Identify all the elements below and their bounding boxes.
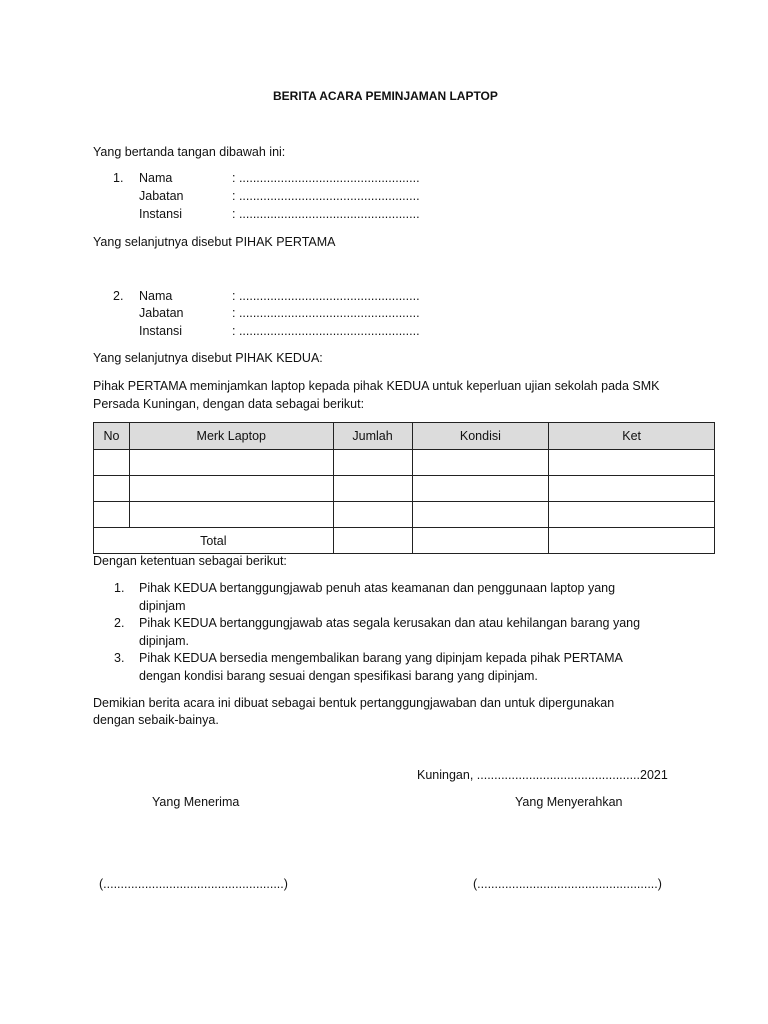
table-cell bbox=[549, 450, 715, 476]
document-title: BERITA ACARA PEMINJAMAN LAPTOP bbox=[273, 89, 498, 103]
table-cell bbox=[94, 502, 130, 528]
table-cell bbox=[412, 476, 549, 502]
condition-3-line-1: Pihak KEDUA bersedia mengembalikan barang yang dipinjam kepada pihak PERTAMA bbox=[139, 651, 623, 665]
table-cell bbox=[549, 476, 715, 502]
party1-position-value: : .................................................... bbox=[232, 189, 420, 203]
header-no: No bbox=[94, 423, 130, 450]
party2-caption: Yang selanjutnya disebut PIHAK KEDUA: bbox=[93, 351, 323, 365]
table-cell bbox=[94, 476, 130, 502]
giver-signature-line: (....................................................) bbox=[473, 877, 662, 891]
header-notes: Ket bbox=[549, 423, 715, 450]
party1-name-value: : .................................................... bbox=[232, 171, 420, 185]
party1-institution-label: Instansi bbox=[139, 207, 183, 221]
condition-1-line-2: dipinjam bbox=[139, 599, 186, 613]
condition-1-number: 1. bbox=[114, 581, 125, 595]
table-cell bbox=[333, 528, 412, 554]
party2-position-label: Jabatan bbox=[139, 306, 184, 320]
receiver-label: Yang Menerima bbox=[152, 795, 240, 809]
receiver-signature-line: (....................................................) bbox=[99, 877, 288, 891]
condition-2-line-1: Pihak KEDUA bertanggungjawab atas segala kerusakan dan atau kehilangan barang yang bbox=[139, 616, 641, 630]
party2-number: 2. bbox=[113, 289, 124, 303]
table-cell bbox=[129, 502, 333, 528]
condition-2-line-2: dipinjam. bbox=[139, 634, 190, 648]
giver-label: Yang Menyerahkan bbox=[515, 795, 623, 809]
table-cell bbox=[333, 450, 412, 476]
table-cell bbox=[94, 450, 130, 476]
table-cell bbox=[129, 476, 333, 502]
table-cell bbox=[412, 450, 549, 476]
party2-position-value: : .................................................... bbox=[232, 306, 420, 320]
header-quantity: Jumlah bbox=[333, 423, 412, 450]
intro-text: Yang bertanda tangan dibawah ini: bbox=[93, 145, 286, 159]
table-cell bbox=[129, 450, 333, 476]
table-cell bbox=[412, 502, 549, 528]
party1-position-label: Jabatan bbox=[139, 189, 184, 203]
statement-line-2: Persada Kuningan, dengan data sebagai berikut: bbox=[93, 397, 365, 411]
table-cell bbox=[412, 528, 549, 554]
party1-number: 1. bbox=[113, 171, 124, 185]
total-label: Total bbox=[94, 528, 334, 554]
condition-1-line-1: Pihak KEDUA bertanggungjawab penuh atas keamanan dan penggunaan laptop yang bbox=[139, 581, 616, 595]
party2-name-value: : .................................................... bbox=[232, 289, 420, 303]
conditions-intro: Dengan ketentuan sebagai berikut: bbox=[93, 554, 287, 568]
condition-3-line-2: dengan kondisi barang sesuai dengan spesifikasi barang yang dipinjam. bbox=[139, 669, 538, 683]
closing-line-2: dengan sebaik-bainya. bbox=[93, 713, 219, 727]
table-row bbox=[94, 502, 715, 528]
party2-name-label: Nama bbox=[139, 289, 173, 303]
table-row bbox=[94, 450, 715, 476]
place-date: Kuningan, ...............................................2021 bbox=[417, 768, 668, 782]
condition-2-number: 2. bbox=[114, 616, 125, 630]
closing-line-1: Demikian berita acara ini dibuat sebagai bentuk pertanggungjawaban dan untuk dipergunakan bbox=[93, 696, 615, 710]
party1-institution-value: : .................................................... bbox=[232, 207, 420, 221]
table-cell bbox=[549, 528, 715, 554]
condition-3-number: 3. bbox=[114, 651, 125, 665]
header-condition: Kondisi bbox=[412, 423, 549, 450]
header-brand: Merk Laptop bbox=[129, 423, 333, 450]
table-cell bbox=[333, 502, 412, 528]
table-cell bbox=[549, 502, 715, 528]
laptop-table bbox=[93, 422, 715, 554]
statement-line-1: Pihak PERTAMA meminjamkan laptop kepada pihak KEDUA untuk keperluan ujian sekolah pada SMK bbox=[93, 379, 660, 393]
table-row bbox=[94, 476, 715, 502]
party1-name-label: Nama bbox=[139, 171, 173, 185]
party1-caption: Yang selanjutnya disebut PIHAK PERTAMA bbox=[93, 235, 336, 249]
party2-institution-value: : .................................................... bbox=[232, 324, 420, 338]
table-cell bbox=[333, 476, 412, 502]
table-total-row bbox=[94, 528, 715, 554]
table-header-row bbox=[94, 423, 715, 450]
party2-institution-label: Instansi bbox=[139, 324, 183, 338]
